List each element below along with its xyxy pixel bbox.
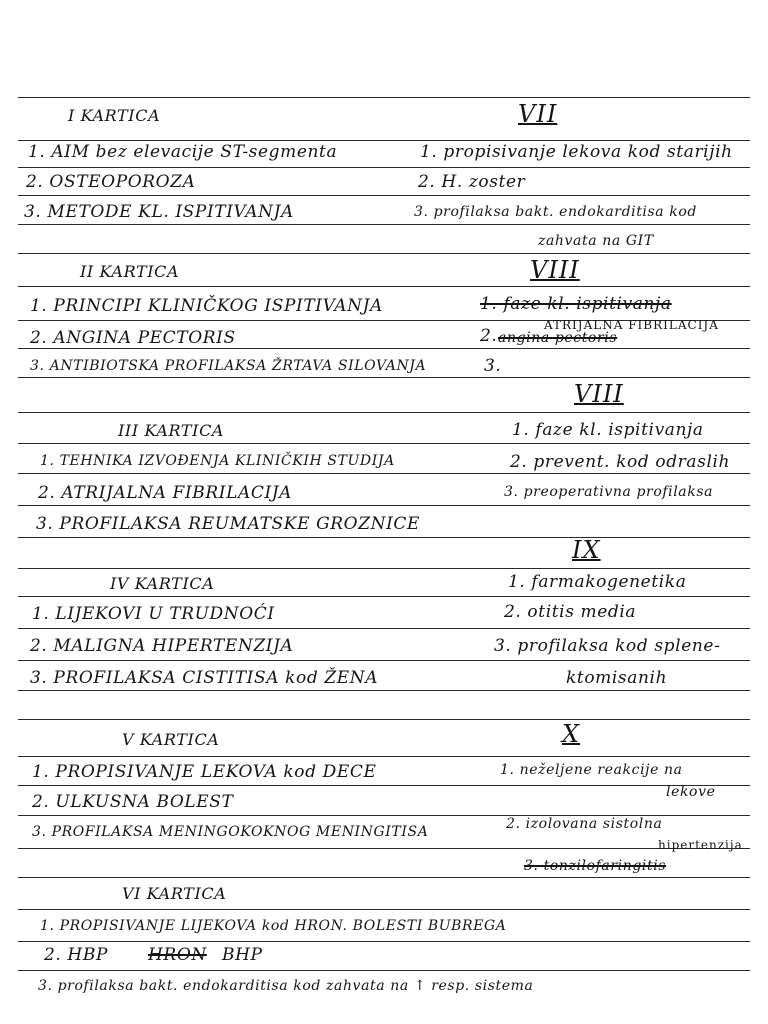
ruled-line <box>18 253 750 254</box>
card-item: 3. tonzilofaringitis <box>524 858 667 874</box>
ruled-line <box>18 785 750 786</box>
ruled-line <box>18 377 750 378</box>
card-heading: IV KARTICA <box>110 574 215 593</box>
card-heading: VIII <box>530 256 580 284</box>
card-item: 3. METODE KL. ISPITIVANJA <box>24 202 294 222</box>
card-item: 1. LIJEKOVI U TRUDNOĆI <box>32 604 275 624</box>
card-heading: I KARTICA <box>68 106 161 125</box>
ruled-line <box>18 537 750 538</box>
card-item: ktomisanih <box>566 668 668 688</box>
card-item: 1. PROPISIVANJE LEKOVA kod DECE <box>32 762 377 782</box>
card-item: 2. MALIGNA HIPERTENZIJA <box>30 636 294 656</box>
struck-item: 1. faze kl. ispitivanja <box>480 294 672 314</box>
ruled-line <box>18 443 750 444</box>
ruled-line <box>18 167 750 168</box>
ruled-line <box>18 412 750 413</box>
struck-item: HRON <box>148 945 207 965</box>
card-item: 2. HBP <box>44 945 108 965</box>
struck-item: angina pectoris <box>498 330 618 346</box>
ruled-line <box>18 909 750 910</box>
card-item: 1. PRINCIPI KLINIČKOG ISPITIVANJA <box>30 296 383 316</box>
card-item: 1. TEHNIKA IZVOĐENJA KLINIČKIH STUDIJA <box>40 453 395 469</box>
card-item: 3. <box>484 356 502 376</box>
card-item: 3. PROFILAKSA REUMATSKE GROZNICE <box>36 514 421 534</box>
ruled-line <box>18 756 750 757</box>
card-item: 3. preoperativna profilaksa <box>504 484 714 500</box>
card-heading: IX <box>572 536 601 564</box>
card-item: 1. propisivanje lekova kod starijih <box>420 142 733 162</box>
card-item: 1. PROPISIVANJE LIJEKOVA kod HRON. BOLESTI BUBREGA <box>40 918 507 934</box>
card-item: 2. ULKUSNA BOLEST <box>32 792 234 812</box>
card-item: 2. H. zoster <box>418 172 526 192</box>
card-heading: VI KARTICA <box>122 884 227 903</box>
ruled-line <box>18 596 750 597</box>
card-item: 2. izolovana sistolna <box>506 816 663 832</box>
ruled-line <box>18 628 750 629</box>
card-heading: X <box>562 720 581 748</box>
ruled-line <box>18 224 750 225</box>
ruled-line <box>18 848 750 849</box>
card-item: 3. profilaksa kod splene- <box>494 636 721 656</box>
ruled-line <box>18 140 750 141</box>
ruled-line <box>18 690 750 691</box>
card-item: 3. profilaksa bakt. endokarditisa kod <box>414 204 697 220</box>
card-item: 3. PROFILAKSA CISTITISA kod ŽENA <box>30 668 379 688</box>
card-item: 2. ANGINA PECTORIS <box>30 328 236 348</box>
card-item: 2. ATRIJALNA FIBRILACIJA <box>38 483 293 503</box>
card-item: lekove <box>666 784 716 800</box>
ruled-line <box>18 970 750 971</box>
ruled-line <box>18 97 750 98</box>
card-heading: III KARTICA <box>118 421 225 440</box>
ruled-line <box>18 660 750 661</box>
ruled-line <box>18 348 750 349</box>
card-item: 3. profilaksa bakt. endokarditisa kod zahvata na ↑ resp. sistema <box>38 978 534 994</box>
ruled-line <box>18 505 750 506</box>
card-item: 1. neželjene reakcije na <box>500 762 683 778</box>
card-item: hipertenzija <box>658 838 743 852</box>
card-item: 2. <box>480 326 498 346</box>
card-item: 2. prevent. kod odraslih <box>510 452 731 472</box>
card-item: 1. AIM bez elevacije ST-segmenta <box>28 142 338 162</box>
card-item: 2. OSTEOPOROZA <box>26 172 196 192</box>
card-heading: VII <box>518 100 558 128</box>
card-item: zahvata na GIT <box>538 233 654 249</box>
card-item: 1. farmakogenetika <box>508 572 687 592</box>
ruled-line <box>18 195 750 196</box>
card-item: 2. otitis media <box>504 602 637 622</box>
card-heading: II KARTICA <box>80 262 180 281</box>
ruled-line <box>18 719 750 720</box>
ruled-line <box>18 941 750 942</box>
card-item: BHP <box>222 945 263 965</box>
card-item: 1. faze kl. ispitivanja <box>512 420 704 440</box>
card-item: 3. PROFILAKSA MENINGOKOKNOG MENINGITISA <box>32 824 429 840</box>
card-item: 3. ANTIBIOTSKA PROFILAKSA ŽRTAVA SILOVANJA <box>30 358 427 374</box>
card-heading: VIII <box>574 380 624 408</box>
ruled-line <box>18 286 750 287</box>
inserted-correction: ATRIJALNA FIBRILACIJA <box>544 318 719 332</box>
ruled-line <box>18 473 750 474</box>
ruled-line <box>18 568 750 569</box>
card-heading: V KARTICA <box>122 730 220 749</box>
ruled-line <box>18 877 750 878</box>
